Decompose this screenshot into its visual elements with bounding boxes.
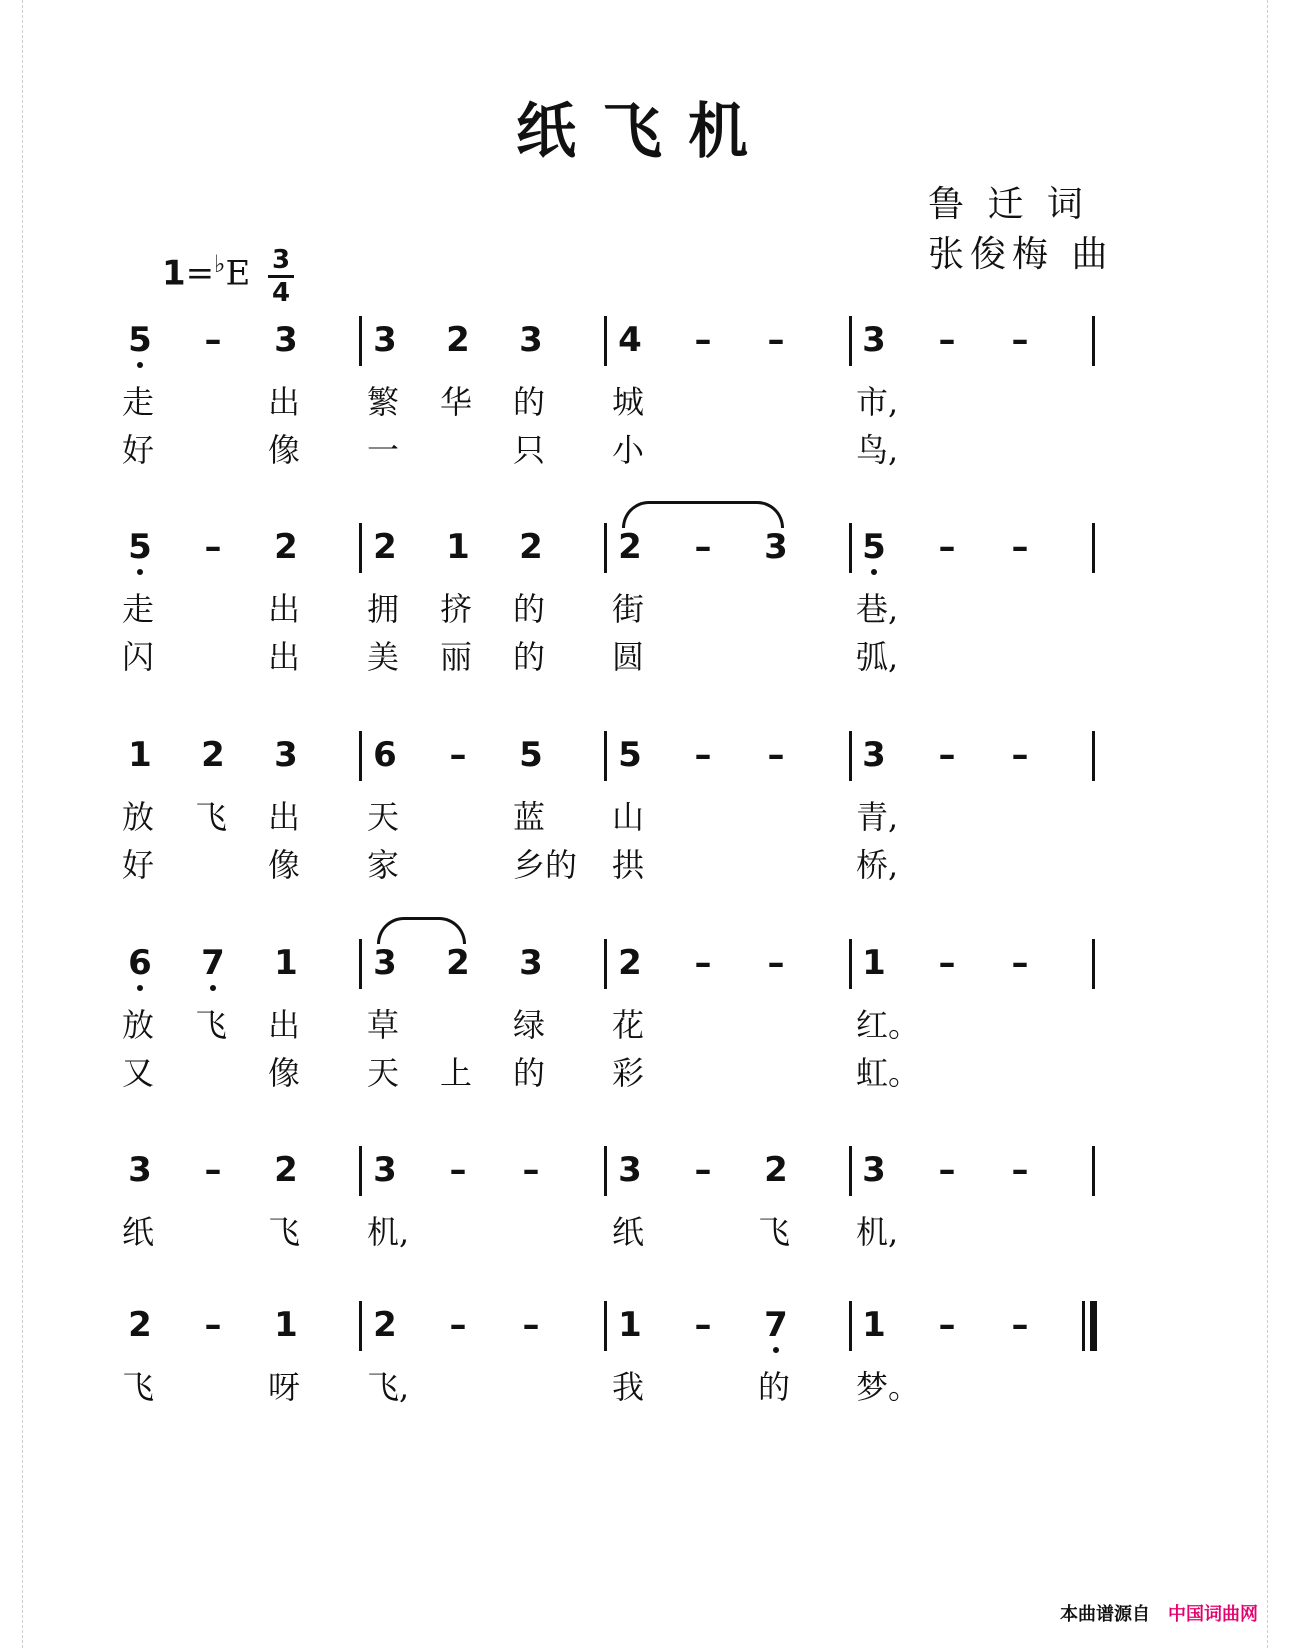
note: 2 xyxy=(519,527,543,567)
time-signature-bottom: 4 xyxy=(271,278,291,308)
note: 7 xyxy=(754,1305,798,1345)
octave-dot xyxy=(137,569,143,575)
note-extension: – xyxy=(1011,943,1029,983)
lyric: 放 xyxy=(122,1006,155,1044)
octave-dot xyxy=(137,985,143,991)
barline xyxy=(359,1146,362,1196)
final-barline-thin xyxy=(1082,1301,1085,1351)
note: 5 xyxy=(118,320,162,360)
lyric: 繁 xyxy=(367,383,400,421)
note: 3 xyxy=(862,735,886,775)
octave-dot xyxy=(137,362,143,368)
note: 6 xyxy=(373,735,397,775)
barline xyxy=(1092,316,1095,366)
note-extension: – xyxy=(522,1305,540,1345)
time-signature xyxy=(268,246,294,307)
lyric: 家 xyxy=(367,846,400,884)
octave-dot xyxy=(210,985,216,991)
note: 3 xyxy=(862,1150,886,1190)
barline xyxy=(359,316,362,366)
lyric: 飞 xyxy=(195,798,228,836)
note-extension: – xyxy=(938,943,956,983)
note: 2 xyxy=(446,320,470,360)
lyric: 梦。 xyxy=(856,1368,921,1406)
note-extension: – xyxy=(938,1305,956,1345)
slur xyxy=(622,501,784,528)
note: 2 xyxy=(274,527,298,567)
barline xyxy=(1092,523,1095,573)
lyric: 乡的 xyxy=(513,846,578,884)
lyric: 挤 xyxy=(440,590,473,628)
lyric: 好 xyxy=(122,431,155,469)
lyric: 像 xyxy=(268,1054,301,1092)
note-extension: – xyxy=(767,320,785,360)
barline xyxy=(1092,731,1095,781)
note: 2 xyxy=(128,1305,152,1345)
note: 6 xyxy=(118,943,162,983)
note-extension: – xyxy=(449,735,467,775)
flat-sign: ♭ xyxy=(214,250,226,278)
lyric: 华 xyxy=(440,383,473,421)
lyric: 纸 xyxy=(612,1213,645,1251)
barline xyxy=(1092,1146,1095,1196)
lyric: 纸 xyxy=(122,1213,155,1251)
song-title: 纸飞机 xyxy=(516,97,774,167)
lyricist-credit: 鲁 迁 词 xyxy=(928,184,1089,225)
note: 3 xyxy=(519,320,543,360)
octave-dot xyxy=(871,569,877,575)
lyric: 弧, xyxy=(856,638,899,676)
right-margin-watermark xyxy=(1267,0,1290,1648)
lyric: 拥 xyxy=(367,590,400,628)
key-tonic: E xyxy=(225,253,251,294)
lyric: 又 xyxy=(122,1054,155,1092)
slur xyxy=(377,917,466,944)
note-extension: – xyxy=(204,1305,222,1345)
lyric: 机, xyxy=(856,1213,899,1251)
note-extension: – xyxy=(694,735,712,775)
note-extension: – xyxy=(1011,735,1029,775)
note: 3 xyxy=(373,943,397,983)
lyric: 丽 xyxy=(440,638,473,676)
lyric: 的 xyxy=(758,1368,791,1406)
note: 2 xyxy=(201,735,225,775)
note-extension: – xyxy=(449,1305,467,1345)
barline xyxy=(359,1301,362,1351)
barline xyxy=(1092,939,1095,989)
barline xyxy=(359,939,362,989)
note: 3 xyxy=(764,527,788,567)
note-extension: – xyxy=(449,1150,467,1190)
note: 1 xyxy=(274,943,298,983)
note-extension: – xyxy=(938,1150,956,1190)
barline xyxy=(604,939,607,989)
time-signature-top: 3 xyxy=(271,245,291,275)
note: 1 xyxy=(862,943,886,983)
lyric: 的 xyxy=(513,638,546,676)
note: 2 xyxy=(618,943,642,983)
lyric: 走 xyxy=(122,590,155,628)
note-extension: – xyxy=(204,320,222,360)
final-barline xyxy=(1090,1301,1097,1351)
key-signature xyxy=(162,250,250,293)
lyric: 山 xyxy=(612,798,645,836)
lyric: 的 xyxy=(513,590,546,628)
note: 5 xyxy=(118,527,162,567)
note: 3 xyxy=(618,1150,642,1190)
lyric: 只 xyxy=(513,431,546,469)
lyric: 草 xyxy=(367,1006,400,1044)
note: 1 xyxy=(446,527,470,567)
note-extension: – xyxy=(204,527,222,567)
note-extension: – xyxy=(694,527,712,567)
key-equals: = xyxy=(185,253,215,294)
lyric: 飞 xyxy=(758,1213,791,1251)
note: 2 xyxy=(274,1150,298,1190)
barline xyxy=(604,731,607,781)
note: 3 xyxy=(274,735,298,775)
note-extension: – xyxy=(938,320,956,360)
lyric: 一 xyxy=(367,431,400,469)
lyric: 出 xyxy=(268,798,301,836)
note: 3 xyxy=(373,1150,397,1190)
lyric: 出 xyxy=(268,638,301,676)
lyric: 飞 xyxy=(268,1213,301,1251)
note: 2 xyxy=(373,1305,397,1345)
note: 1 xyxy=(274,1305,298,1345)
lyric: 像 xyxy=(268,846,301,884)
note: 2 xyxy=(373,527,397,567)
lyric: 鸟, xyxy=(856,431,899,469)
note: 5 xyxy=(519,735,543,775)
note: 1 xyxy=(862,1305,886,1345)
note: 3 xyxy=(862,320,886,360)
lyric: 桥, xyxy=(856,846,899,884)
note-extension: – xyxy=(694,1150,712,1190)
lyric: 飞, xyxy=(367,1368,410,1406)
note: 5 xyxy=(618,735,642,775)
lyric: 出 xyxy=(268,383,301,421)
lyric: 我 xyxy=(612,1368,645,1406)
lyric: 红。 xyxy=(856,1006,921,1044)
lyric: 城 xyxy=(612,383,645,421)
note-extension: – xyxy=(204,1150,222,1190)
source-site: 中国词曲网 xyxy=(1168,1604,1258,1624)
left-margin-watermark xyxy=(0,0,23,1648)
lyric: 的 xyxy=(513,383,546,421)
note-extension: – xyxy=(938,527,956,567)
lyric: 虹。 xyxy=(856,1054,921,1092)
lyric: 街 xyxy=(612,590,645,628)
note: 5 xyxy=(852,527,896,567)
barline xyxy=(359,731,362,781)
lyric: 天 xyxy=(367,1054,400,1092)
lyric: 闪 xyxy=(122,638,155,676)
octave-dot xyxy=(773,1347,779,1353)
note: 7 xyxy=(191,943,235,983)
lyric: 花 xyxy=(612,1006,645,1044)
lyric: 巷, xyxy=(856,590,899,628)
note: 2 xyxy=(618,527,642,567)
lyric: 飞 xyxy=(195,1006,228,1044)
note-extension: – xyxy=(1011,527,1029,567)
note-extension: – xyxy=(767,735,785,775)
lyric: 小 xyxy=(612,431,645,469)
source-label: 本曲谱源自 xyxy=(1060,1604,1150,1624)
note: 3 xyxy=(128,1150,152,1190)
note-extension: – xyxy=(938,735,956,775)
note-extension: – xyxy=(1011,320,1029,360)
lyric: 放 xyxy=(122,798,155,836)
lyric: 的 xyxy=(513,1054,546,1092)
barline xyxy=(604,1301,607,1351)
lyric: 彩 xyxy=(612,1054,645,1092)
note-extension: – xyxy=(694,320,712,360)
lyric: 天 xyxy=(367,798,400,836)
note-extension: – xyxy=(522,1150,540,1190)
lyric: 绿 xyxy=(513,1006,546,1044)
note-extension: – xyxy=(767,943,785,983)
lyric: 蓝 xyxy=(513,798,546,836)
composer-credit: 张俊梅 曲 xyxy=(928,234,1114,275)
note-extension: – xyxy=(694,1305,712,1345)
lyric: 上 xyxy=(440,1054,473,1092)
lyric: 呀 xyxy=(268,1368,301,1406)
barline xyxy=(359,523,362,573)
note: 2 xyxy=(764,1150,788,1190)
note-extension: – xyxy=(694,943,712,983)
lyric: 机, xyxy=(367,1213,410,1251)
barline xyxy=(604,523,607,573)
key-degree: 1 xyxy=(162,253,186,294)
lyric: 拱 xyxy=(612,846,645,884)
source-footer xyxy=(1060,1600,1258,1626)
lyric: 出 xyxy=(268,1006,301,1044)
note: 3 xyxy=(519,943,543,983)
note: 1 xyxy=(128,735,152,775)
note: 3 xyxy=(373,320,397,360)
note: 4 xyxy=(618,320,642,360)
note: 2 xyxy=(446,943,470,983)
barline xyxy=(604,316,607,366)
note: 1 xyxy=(618,1305,642,1345)
lyric: 美 xyxy=(367,638,400,676)
lyric: 市, xyxy=(856,383,899,421)
lyric: 青, xyxy=(856,798,899,836)
lyric: 好 xyxy=(122,846,155,884)
note-extension: – xyxy=(1011,1305,1029,1345)
note: 3 xyxy=(274,320,298,360)
lyric: 飞 xyxy=(122,1368,155,1406)
barline xyxy=(604,1146,607,1196)
lyric: 出 xyxy=(268,590,301,628)
lyric: 圆 xyxy=(612,638,645,676)
note-extension: – xyxy=(1011,1150,1029,1190)
lyric: 像 xyxy=(268,431,301,469)
lyric: 走 xyxy=(122,383,155,421)
